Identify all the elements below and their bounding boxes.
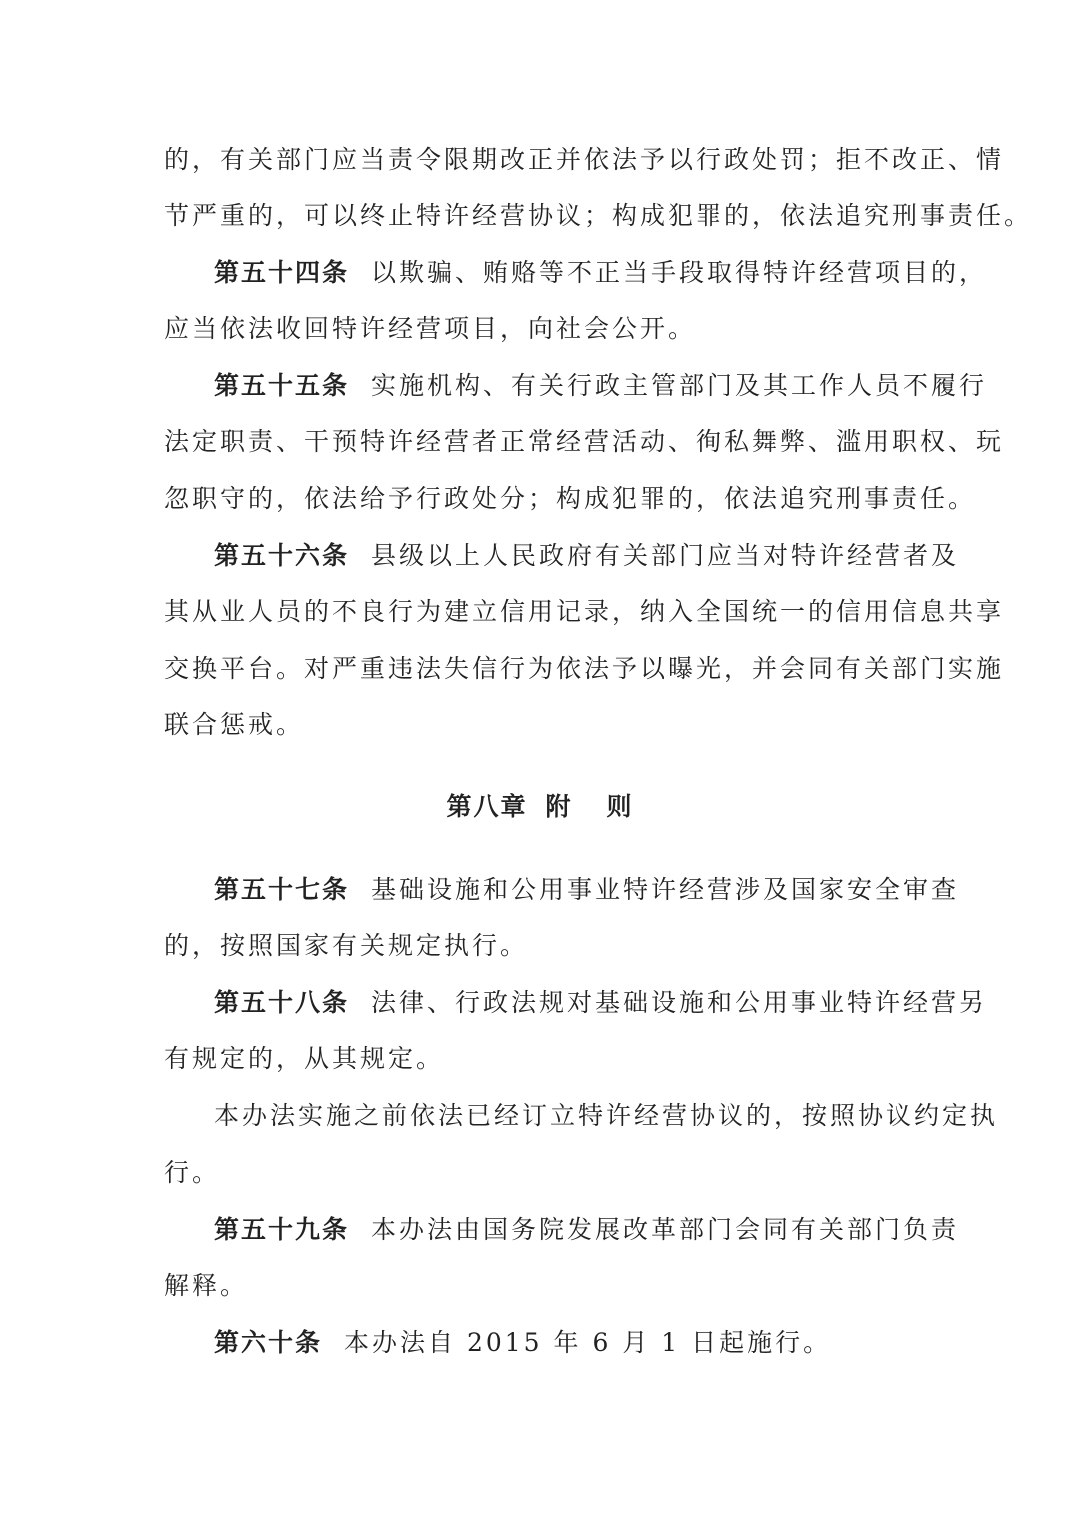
article-60-line: [214, 1326, 924, 1360]
article-56-text-1: 县级以上人民政府有关部门应当对特许经营者及: [371, 541, 960, 570]
article-59-text-1: 本办法由国务院发展改革部门会同有关部门负责: [371, 1215, 960, 1244]
article-56-text-2: 其从业人员的不良行为建立信用记录，纳入全国统一的信用信息共享: [164, 597, 1005, 626]
article-58-para2-line-2: 行。: [164, 1158, 221, 1187]
article-55-text-2: 法定职责、干预特许经营者正常经营活动、徇私舞弊、滥用职权、玩: [164, 427, 1005, 456]
article-58-heading: 第五十八条: [214, 988, 350, 1017]
article-56-heading: 第五十六条: [214, 541, 350, 570]
article-54-first-line: [214, 256, 988, 290]
article-57-text-1: 基础设施和公用事业特许经营涉及国家安全审查: [371, 875, 960, 904]
chapter-8-number: 第八章: [446, 792, 528, 821]
article-58-first-line: [214, 986, 988, 1020]
intro-line-2: 节严重的，可以终止特许经营协议；构成犯罪的，依法追究刑事责任。: [164, 201, 1033, 230]
article-60-heading: 第六十条: [214, 1328, 323, 1357]
chapter-8-title-char-1: 附: [545, 792, 573, 821]
article-58-text-2: 有规定的，从其规定。: [164, 1044, 445, 1073]
chapter-8-title: [0, 790, 1080, 824]
article-58-para2-line-1: 本办法实施之前依法已经订立特许经营协议的，按照协议约定执: [214, 1101, 999, 1130]
chapter-8-title-char-2: 则: [606, 792, 634, 821]
article-60-text-1: 本办法自 2015 年 6 月 1 日起施行。: [344, 1328, 832, 1357]
article-57-heading: 第五十七条: [214, 875, 350, 904]
article-55-text-3: 忽职守的，依法给予行政处分；构成犯罪的，依法追究刑事责任。: [164, 484, 977, 513]
article-55-text-1: 实施机构、有关行政主管部门及其工作人员不履行: [371, 371, 988, 400]
article-57-text-2: 的，按照国家有关规定执行。: [164, 931, 529, 960]
article-59-heading: 第五十九条: [214, 1215, 350, 1244]
article-54-heading: 第五十四条: [214, 258, 350, 287]
article-55-first-line: [214, 369, 988, 403]
article-58-text-1: 法律、行政法规对基础设施和公用事业特许经营另: [371, 988, 988, 1017]
intro-line-1: 的，有关部门应当责令限期改正并依法予以行政处罚；拒不改正、情: [164, 145, 1005, 174]
article-59-text-2: 解释。: [164, 1271, 249, 1300]
article-56-first-line: [214, 539, 960, 573]
article-54-text-2: 应当依法收回特许经营项目，向社会公开。: [164, 314, 697, 343]
article-56-text-3: 交换平台。对严重违法失信行为依法予以曝光，并会同有关部门实施: [164, 654, 1005, 683]
article-56-text-4: 联合惩戒。: [164, 710, 305, 739]
article-55-heading: 第五十五条: [214, 371, 350, 400]
article-59-first-line: [214, 1213, 960, 1247]
article-54-text-1: 以欺骗、贿赂等不正当手段取得特许经营项目的，: [371, 258, 988, 287]
article-57-first-line: [214, 873, 960, 907]
